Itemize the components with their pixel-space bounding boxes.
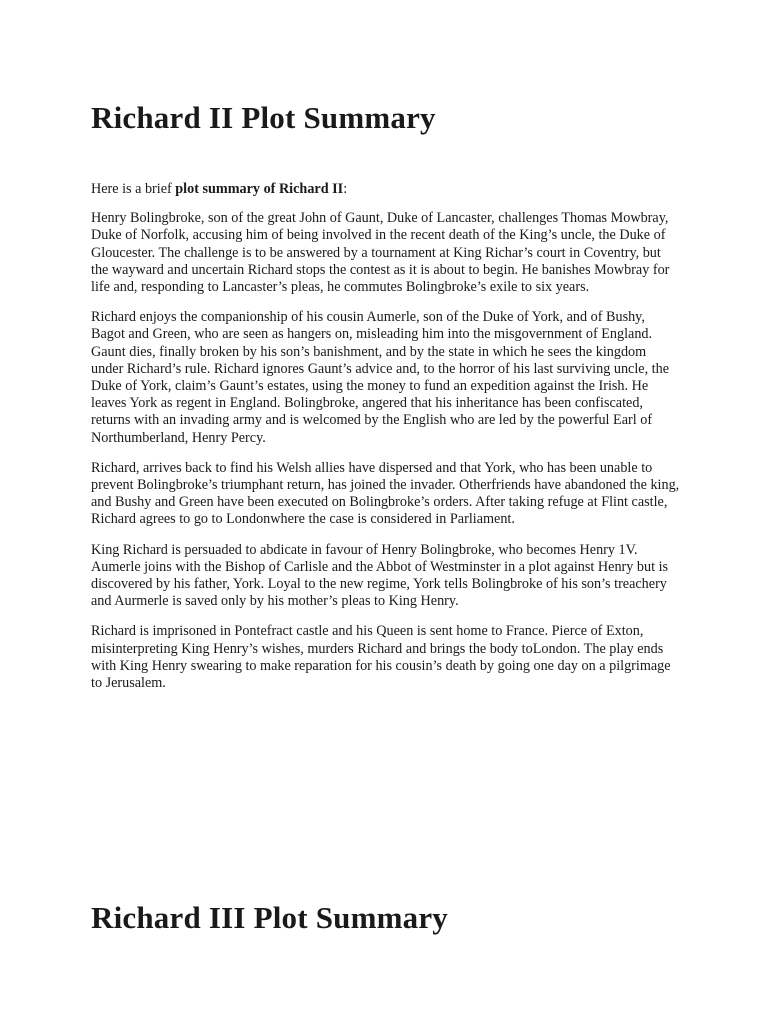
intro-prefix: Here is a brief xyxy=(91,181,176,197)
intro-suffix: : xyxy=(343,181,348,197)
intro-bold: plot summary of Richard II xyxy=(175,181,344,197)
intro-line xyxy=(91,181,681,198)
paragraph-4: King Richard is persuaded to abdicate in favour of Henry Bolingbroke, who becomes Henry 1V. Aumerle joins with the Bishop of Carlisle and the Abbot of Westminster in a plot against Henry but is discovered by his father, York. Loyal to the new regime, York tells Bolingbroke of his son’s treachery and Aurmerle is saved only by his mother’s pleas to King Henry. xyxy=(91,541,669,610)
page-title: Richard II Plot Summary xyxy=(91,100,436,135)
paragraph-3: Richard, arrives back to find his Welsh allies have dispersed and that York, who has been unable to prevent Bolingbroke’s triumphant return, has joined the invader. Otherfriends have abandoned the king, and Bushy and Green have been executed on Bolingbroke’s orders. After taking refuge at Flint castle, Richard agrees to go to Londonwhere the case is considered in Parliament. xyxy=(91,459,680,528)
section-title: Richard III Plot Summary xyxy=(91,900,449,935)
summary-body xyxy=(91,181,681,705)
paragraph-2: Richard enjoys the companionship of his cousin Aumerle, son of the Duke of York, and of Bushy, Bagot and Green, who are seen as hangers on, misleading him into the misgovernment of England. Gaunt dies, finally broken by his son’s banishment, and by the state in which he sees the kingdom under Richard’s rule. Richard ignores Gaunt’s advice and, to the horror of his last surviving uncle, the Duke of York, claim’s Gaunt’s estates, using the money to fund an expedition against the Irish. He leaves York as regent in England. Bolingbroke, angered that his inheritance has been confiscated, returns with an invading army and is welcomed by the English who are led by the powerful Earl of Northumberland, Henry Percy. xyxy=(91,309,669,446)
paragraph-1: Henry Bolingbroke, son of the great John of Gaunt, Duke of Lancaster, challenges Thomas Mowbray, Duke of Norfolk, accusing him of being involved in the recent death of the King’s uncle, the Duke of Gloucester. The challenge is to be answered by a tournament at King Richar’s court in Coventry, but the wayward and uncertain Richard stops the contest as it is about to begin. He banishes Mowbray for life and, responding to Lancaster’s pleas, he commutes Bolingbroke’s exile to six years. xyxy=(91,210,670,296)
paragraph-5: Richard is imprisoned in Pontefract castle and his Queen is sent home to France. Pierce of Exton, misinterpreting King Henry’s wishes, murders Richard and brings the body toLondon. The play ends with King Henry swearing to make reparation for his cousin’s death by going one day on a pilgrimage to Jerusalem. xyxy=(91,623,671,692)
